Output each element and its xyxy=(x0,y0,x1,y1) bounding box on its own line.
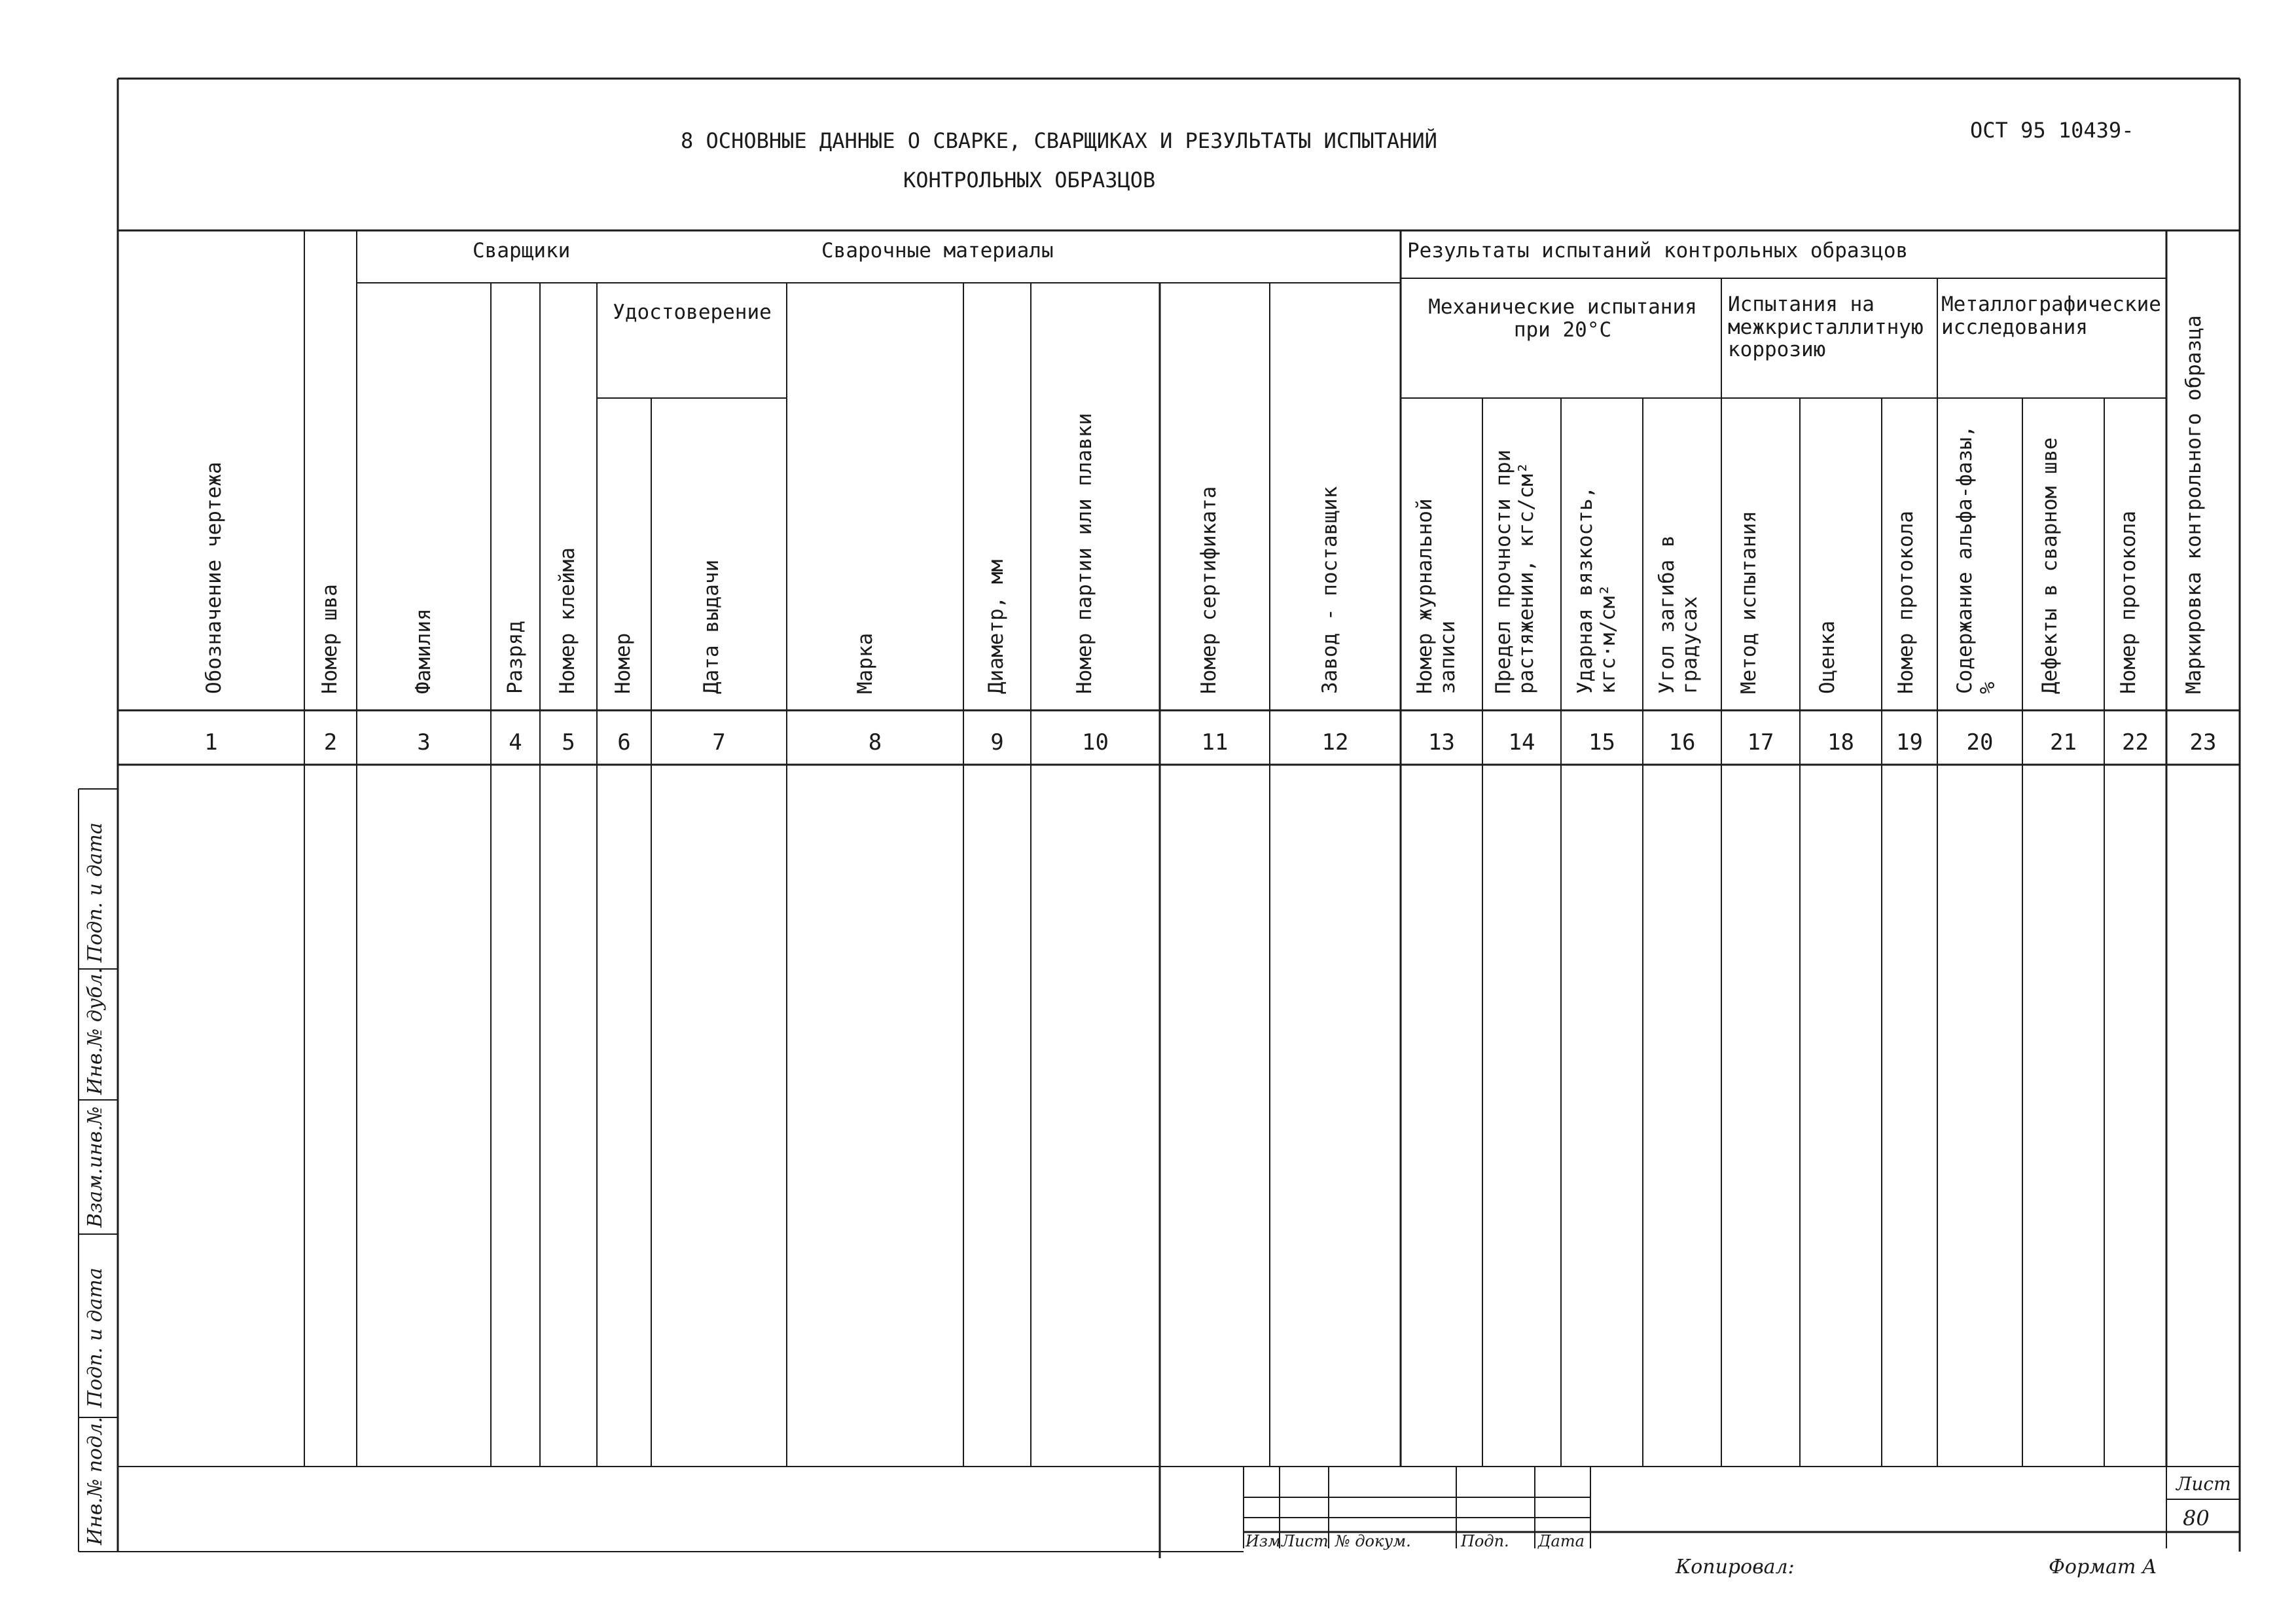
col-bend-angle: Угол загиба в градусах xyxy=(1655,535,1702,694)
col-number: 14 xyxy=(1508,729,1535,756)
col-diameter: Диаметр, мм xyxy=(984,559,1008,694)
col-supplier-plant: Завод - поставщик xyxy=(1318,486,1342,694)
group-welders: Сварщики xyxy=(473,239,571,263)
col-number: 20 xyxy=(1966,729,1994,756)
col-number: 15 xyxy=(1588,729,1615,756)
col-certificate-number: Номер xyxy=(611,632,635,694)
title-block-date: Дата xyxy=(1538,1532,1585,1550)
col-number: 17 xyxy=(1747,729,1774,756)
col-weld-number: Номер шва xyxy=(318,584,342,694)
form-title-line1: 8 ОСНОВНЫЕ ДАННЫЕ О СВАРКЕ, СВАРЩИКАХ И РЕЗУЛЬТАТЫ ИСПЫТАНИЙ xyxy=(681,128,1437,153)
group-materials: Сварочные материалы xyxy=(821,239,1054,263)
col-number: 2 xyxy=(323,729,338,756)
col-surname: Фамилия xyxy=(412,608,435,694)
col-grade: Разряд xyxy=(503,621,527,694)
document-code: ОСТ 95 10439- xyxy=(1970,118,2134,143)
col-issue-date: Дата выдачи xyxy=(700,559,723,694)
col-journal-record-number: Номер журнальной записи xyxy=(1413,498,1460,694)
col-impact-strength: Ударная вязкость, кгс·м/см² xyxy=(1573,486,1620,694)
col-number: 23 xyxy=(2189,729,2217,756)
col-number: 19 xyxy=(1896,729,1923,756)
col-number: 18 xyxy=(1827,729,1854,756)
col-number: 5 xyxy=(562,729,575,756)
col-number: 1 xyxy=(204,729,218,756)
title-block-sign: Подп. xyxy=(1461,1532,1509,1550)
col-certificate-no: Номер сертификата xyxy=(1197,486,1221,694)
group-intergranular-corrosion: Испытания на межкристаллитную коррозию xyxy=(1728,293,1924,362)
footer-copied-by: Копировал: xyxy=(1676,1556,1795,1578)
sheet-label: Лист xyxy=(2176,1473,2231,1495)
col-number: 10 xyxy=(1082,729,1109,756)
col-number: 12 xyxy=(1321,729,1349,756)
sheet-number: 80 xyxy=(2183,1506,2210,1531)
col-number: 16 xyxy=(1668,729,1696,756)
col-test-method: Метод испытания xyxy=(1737,511,1761,694)
col-sample-marking: Маркировка контрольного образца xyxy=(2182,315,2206,694)
group-metallographic: Металлографические исследования xyxy=(1941,293,2161,339)
group-mechanical-tests: Механические испытания при 20°C xyxy=(1428,295,1697,342)
col-tensile-strength: Предел прочности при растяжении, кгс/см² xyxy=(1492,449,1538,694)
col-alpha-phase-content: Содержание альфа-фазы, % xyxy=(1953,425,2000,694)
group-certificate: Удостоверение xyxy=(613,301,772,324)
col-weld-defects: Дефекты в сварном шве xyxy=(2038,437,2062,694)
title-block-izm: Изм xyxy=(1246,1532,1281,1550)
col-number: 8 xyxy=(868,729,882,756)
stamp-signature-date-2: Подп. и дата xyxy=(84,822,107,962)
col-protocol-number-2: Номер протокола xyxy=(2117,511,2140,694)
col-brand: Марка xyxy=(853,632,877,694)
col-number: 4 xyxy=(509,729,522,756)
title-block-doc-no: № докум. xyxy=(1335,1532,1411,1550)
col-assessment: Оценка xyxy=(1816,621,1839,694)
title-block-list: Лист xyxy=(1282,1532,1329,1550)
col-number: 9 xyxy=(990,729,1004,756)
col-batch-number: Номер партии или плавки xyxy=(1073,412,1096,694)
col-number: 7 xyxy=(712,729,726,756)
col-number: 6 xyxy=(617,729,631,756)
col-stamp-number: Номер клейма xyxy=(556,547,579,694)
col-number: 22 xyxy=(2122,729,2149,756)
stamp-replacement-inventory: Взам.инв.№ xyxy=(84,1106,107,1228)
col-drawing-designation: Обозначение чертежа xyxy=(202,462,226,694)
footer-format: Формат А xyxy=(2049,1556,2157,1578)
form-title-line2: КОНТРОЛЬНЫХ ОБРАЗЦОВ xyxy=(903,168,1156,192)
col-number: 13 xyxy=(1428,729,1455,756)
col-number: 3 xyxy=(417,729,431,756)
col-protocol-number: Номер протокола xyxy=(1894,511,1918,694)
group-results: Результаты испытаний контрольных образцов xyxy=(1407,239,1909,263)
col-number: 11 xyxy=(1201,729,1229,756)
stamp-signature-date-1: Подп. и дата xyxy=(84,1267,107,1408)
stamp-duplicate-inventory: Инв.№ дубл. xyxy=(84,967,107,1095)
col-number: 21 xyxy=(2050,729,2077,756)
stamp-inventory-original: Инв.№ подл. xyxy=(84,1417,107,1545)
